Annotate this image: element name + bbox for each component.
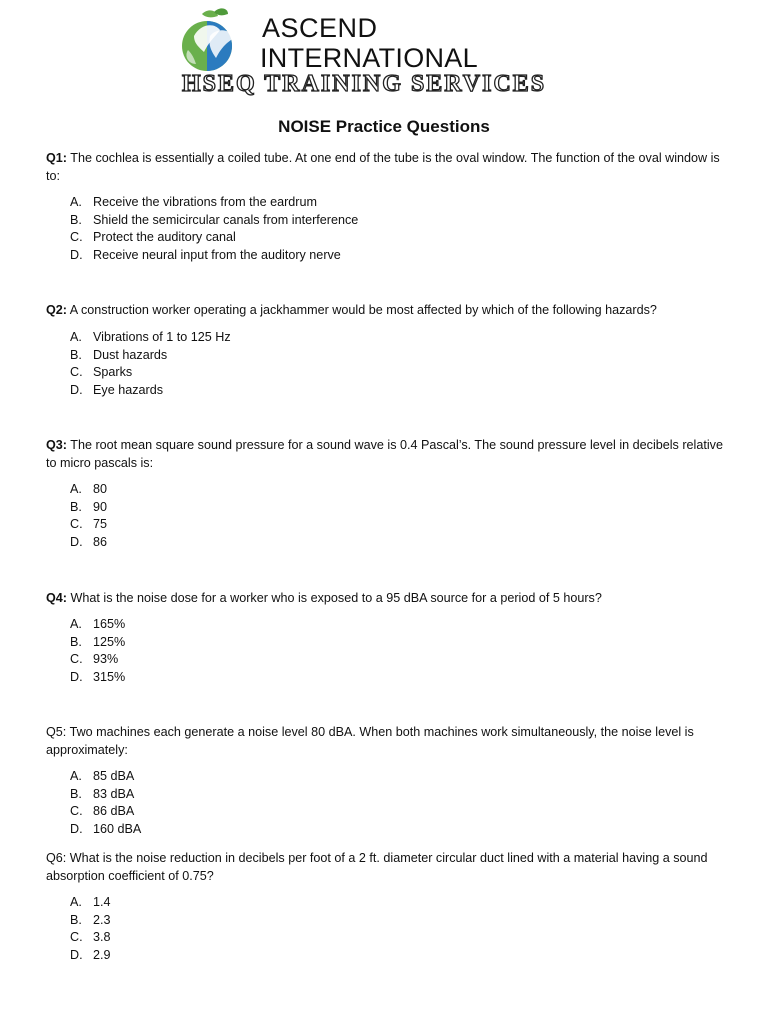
option-text: Shield the semicircular canals from interference bbox=[93, 212, 359, 227]
option-text: 86 bbox=[93, 535, 108, 550]
option-text: Receive neural input from the auditory nerve bbox=[93, 248, 341, 263]
option-letter: D. bbox=[70, 383, 83, 398]
option-letter: A. bbox=[70, 195, 82, 209]
options-list-q2 bbox=[70, 329, 231, 400]
option-item bbox=[70, 382, 231, 400]
option-text: 86 dBA bbox=[93, 804, 135, 819]
option-text: 160 dBA bbox=[93, 822, 142, 837]
option-text: 2.9 bbox=[93, 948, 111, 963]
option-letter: A. bbox=[70, 330, 82, 344]
option-item bbox=[70, 803, 141, 821]
option-item bbox=[70, 247, 358, 265]
option-item bbox=[70, 786, 141, 804]
option-letter: C. bbox=[70, 365, 83, 380]
option-letter: A. bbox=[70, 895, 82, 909]
option-letter: C. bbox=[70, 230, 83, 245]
option-item bbox=[70, 912, 111, 930]
hands-leaf-logo-icon bbox=[180, 6, 250, 74]
option-item bbox=[70, 212, 358, 230]
option-letter: C. bbox=[70, 517, 83, 532]
option-letter: D. bbox=[70, 248, 83, 263]
question-label: Q4: bbox=[46, 591, 67, 605]
option-item bbox=[70, 929, 111, 947]
option-text: 93% bbox=[93, 652, 119, 667]
question-text: The cochlea is essentially a coiled tube. At one end of the tube is the oval window. The function of the oval window is to: bbox=[46, 151, 720, 183]
option-letter: B. bbox=[70, 912, 82, 927]
option-letter: B. bbox=[70, 786, 82, 801]
question-2 bbox=[46, 302, 726, 320]
question-label: Q2: bbox=[46, 303, 67, 317]
options-list-q4 bbox=[70, 616, 125, 687]
option-letter: D. bbox=[70, 948, 83, 963]
option-item bbox=[70, 364, 231, 382]
question-label: Q1: bbox=[46, 151, 67, 165]
option-text: 315% bbox=[93, 670, 126, 685]
option-item bbox=[70, 499, 107, 517]
option-item bbox=[70, 669, 125, 687]
options-list-q3 bbox=[70, 481, 107, 552]
brand-subtitle: HSEQ TRAINING SERVICES bbox=[182, 71, 547, 97]
option-item bbox=[70, 894, 111, 912]
option-text: Sparks bbox=[93, 365, 133, 380]
question-3 bbox=[46, 437, 726, 472]
option-item bbox=[70, 194, 358, 212]
option-item bbox=[70, 651, 125, 669]
option-item bbox=[70, 229, 358, 247]
option-item bbox=[70, 347, 231, 365]
option-text: Eye hazards bbox=[93, 383, 164, 398]
option-letter: A. bbox=[70, 769, 82, 783]
option-item bbox=[70, 516, 107, 534]
question-1 bbox=[46, 150, 726, 185]
option-letter: D. bbox=[70, 670, 83, 685]
option-item bbox=[70, 534, 107, 552]
document-title: NOISE Practice Questions bbox=[278, 117, 490, 136]
question-text: The root mean square sound pressure for a sound wave is 0.4 Pascal’s. The sound pressure level in decibels relative to micro pascals is: bbox=[46, 438, 723, 470]
question-5 bbox=[46, 724, 726, 759]
option-text: 3.8 bbox=[93, 930, 111, 945]
option-item bbox=[70, 329, 231, 347]
option-text: 90 bbox=[93, 499, 108, 514]
option-text: 80 bbox=[93, 482, 108, 496]
question-text: A construction worker operating a jackhammer would be most affected by which of the following hazards? bbox=[67, 303, 657, 317]
option-letter: B. bbox=[70, 212, 82, 227]
option-letter: B. bbox=[70, 347, 82, 362]
brand-name-line1: ASCEND bbox=[262, 13, 378, 43]
option-letter: A. bbox=[70, 617, 82, 631]
option-text: 83 dBA bbox=[93, 786, 135, 801]
option-item bbox=[70, 947, 111, 965]
option-text: Dust hazards bbox=[93, 347, 168, 362]
option-text: 2.3 bbox=[93, 912, 111, 927]
option-text: 1.4 bbox=[93, 895, 111, 909]
question-text: Q6: What is the noise reduction in decibels per foot of a 2 ft. diameter circular duct lined with a material having a sound absorption coefficient of 0.75? bbox=[46, 851, 708, 883]
option-letter: C. bbox=[70, 804, 83, 819]
option-letter: A. bbox=[70, 482, 82, 496]
option-text: 85 dBA bbox=[93, 769, 135, 783]
options-list-q6 bbox=[70, 894, 111, 965]
option-letter: C. bbox=[70, 930, 83, 945]
option-item bbox=[70, 768, 141, 786]
option-text: 75 bbox=[93, 517, 108, 532]
question-label: Q3: bbox=[46, 438, 67, 452]
option-letter: D. bbox=[70, 535, 83, 550]
option-item bbox=[70, 616, 125, 634]
option-text: Receive the vibrations from the eardrum bbox=[93, 195, 317, 209]
option-item bbox=[70, 634, 125, 652]
options-list-q5 bbox=[70, 768, 141, 839]
question-4 bbox=[46, 590, 726, 608]
question-6 bbox=[46, 850, 726, 885]
option-letter: D. bbox=[70, 822, 83, 837]
question-text: Q5: Two machines each generate a noise level 80 dBA. When both machines work simultaneously, the noise level is approximately: bbox=[46, 725, 694, 757]
option-text: 125% bbox=[93, 634, 126, 649]
option-letter: C. bbox=[70, 652, 83, 667]
option-item bbox=[70, 481, 107, 499]
options-list-q1 bbox=[70, 194, 358, 265]
option-item bbox=[70, 821, 141, 839]
option-text: Vibrations of 1 to 125 Hz bbox=[93, 330, 231, 344]
option-text: 165% bbox=[93, 617, 126, 631]
option-letter: B. bbox=[70, 634, 82, 649]
brand-name-line2: INTERNATIONAL bbox=[260, 43, 478, 73]
option-letter: B. bbox=[70, 499, 82, 514]
question-text: What is the noise dose for a worker who is exposed to a 95 dBA source for a period of 5 hours? bbox=[67, 591, 602, 605]
option-text: Protect the auditory canal bbox=[93, 230, 236, 245]
